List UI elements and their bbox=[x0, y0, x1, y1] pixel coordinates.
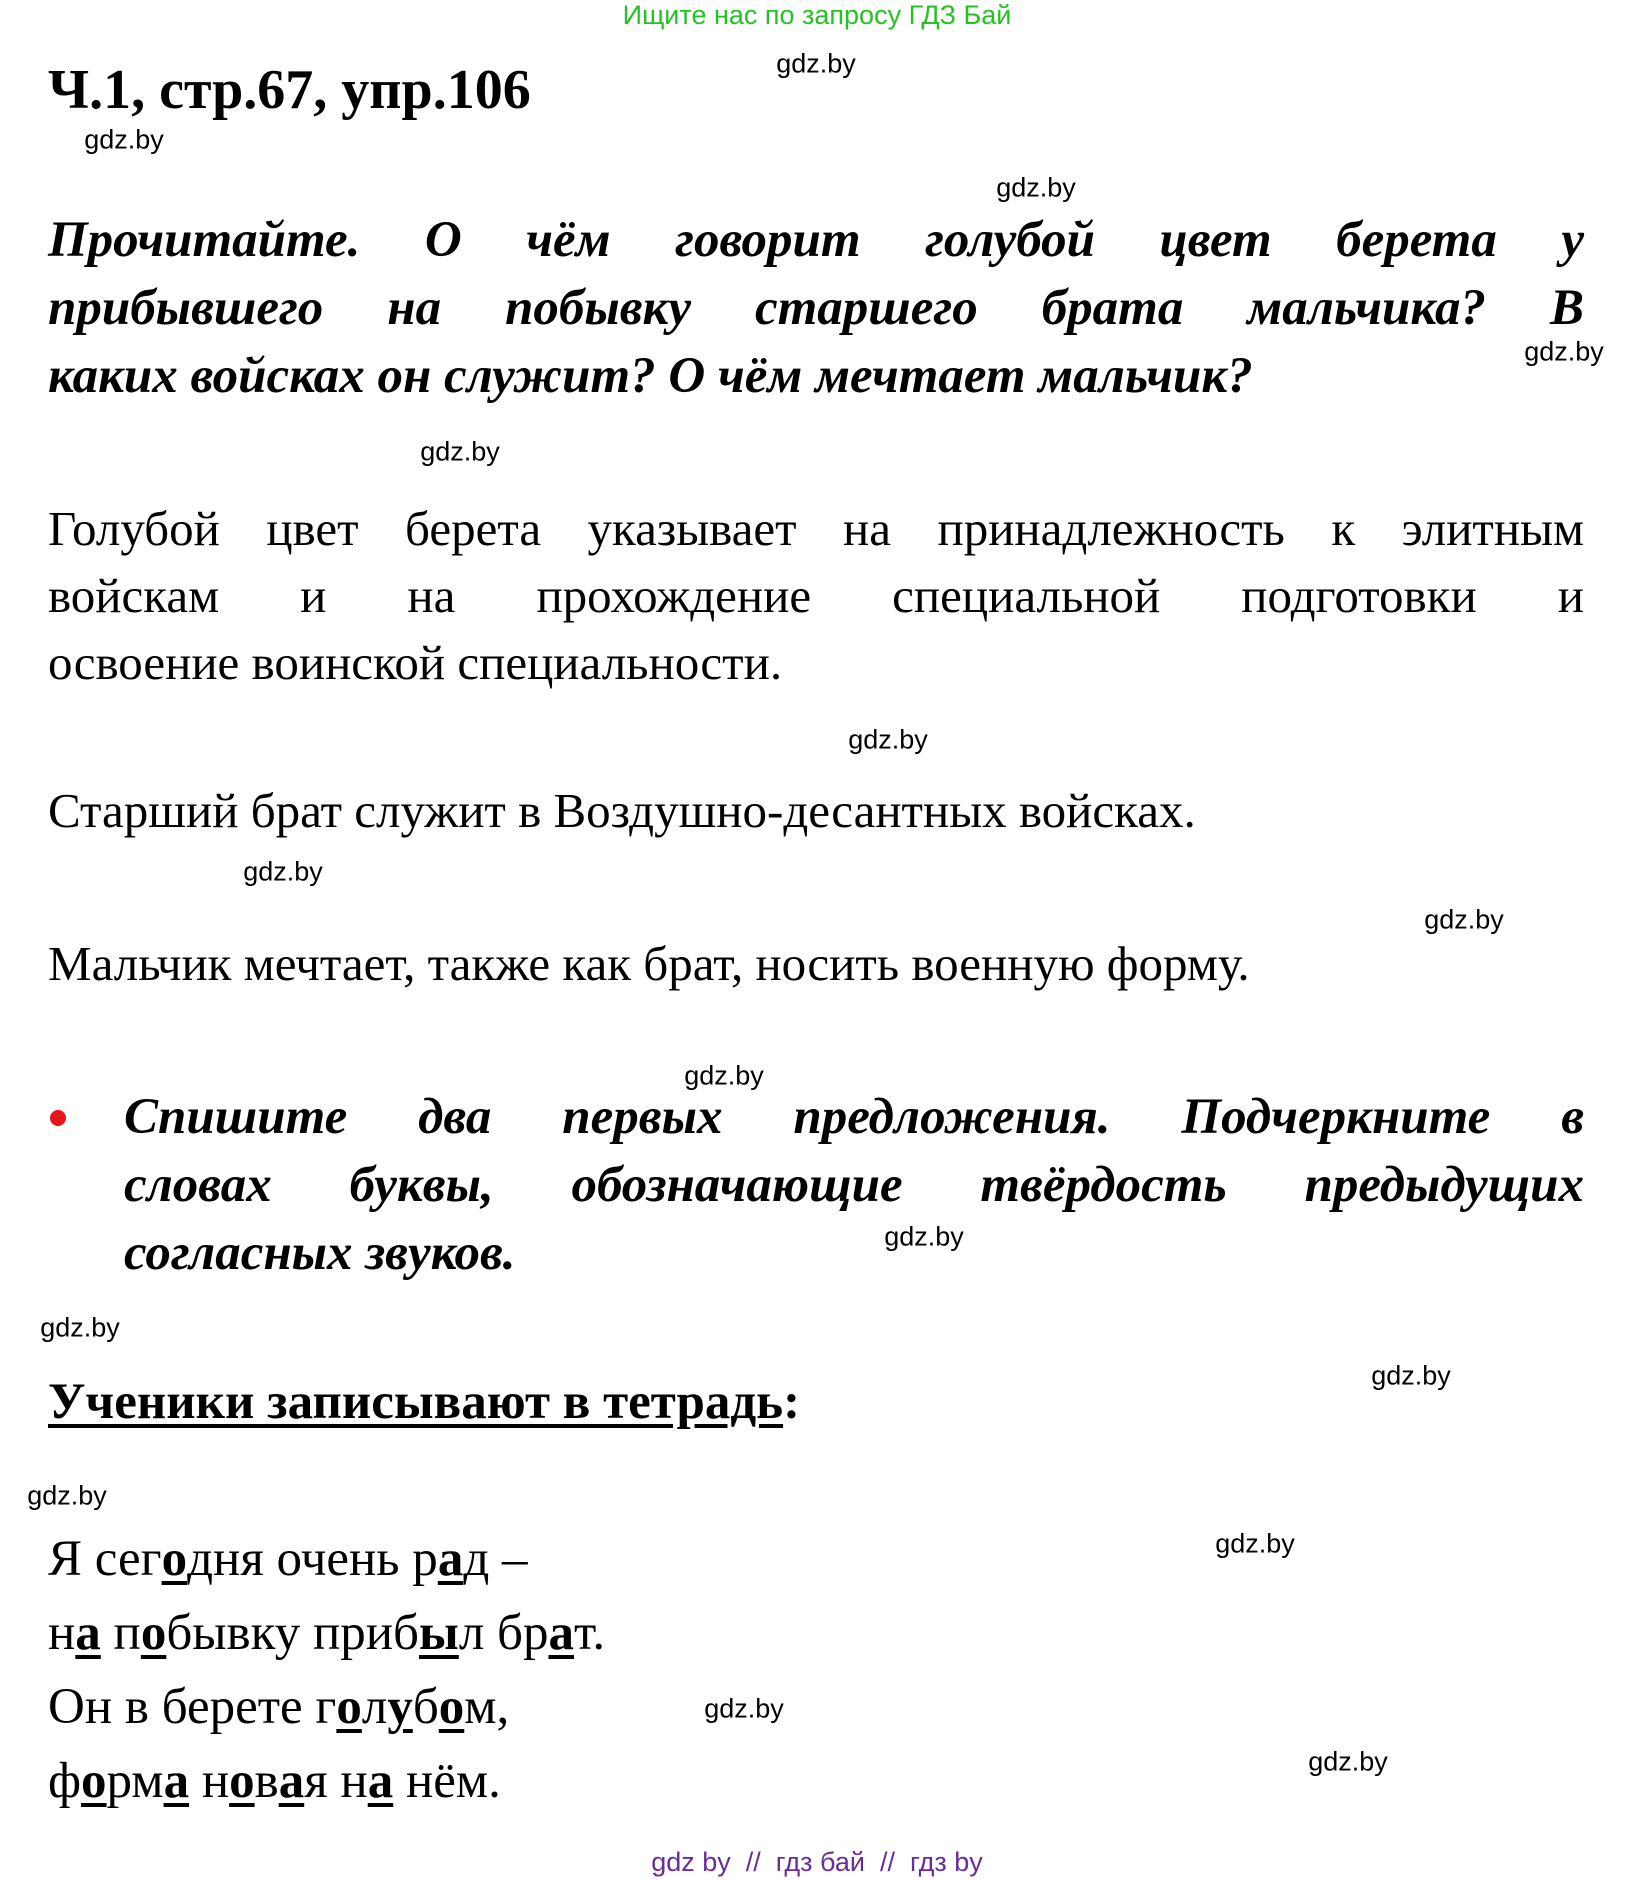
poem-text: я н bbox=[304, 1753, 368, 1809]
underlined-letter: о bbox=[438, 1679, 465, 1735]
poem-text: п bbox=[100, 1605, 141, 1661]
watermark: gdz.by bbox=[884, 1221, 964, 1252]
underlined-letter: а bbox=[278, 1753, 305, 1809]
poem-line bbox=[48, 1596, 605, 1670]
underlined-letter: а bbox=[367, 1753, 394, 1809]
watermark: gdz.by bbox=[1215, 1528, 1295, 1559]
task-line: словах буквы, обозначающие твёрдость предыдущих bbox=[124, 1157, 1584, 1213]
watermark: gdz.by bbox=[684, 1060, 764, 1091]
poem-text: в bbox=[254, 1753, 279, 1809]
underlined-letter: ы bbox=[418, 1605, 459, 1661]
poem-text: рм bbox=[106, 1753, 164, 1809]
answer-2: Старший брат служит в Воздушно-десантных войсках. bbox=[48, 783, 1196, 838]
poem-line bbox=[48, 1670, 605, 1744]
search-hint-banner: Ищите нас по запросу ГДЗ Бай bbox=[622, 0, 1012, 30]
watermark: gdz.by bbox=[704, 1693, 784, 1724]
underlined-letter: о bbox=[81, 1753, 107, 1809]
question-line: каких войсках он служит? О чём мечтает мальчик? bbox=[48, 348, 1253, 404]
poem-text: бывку приб bbox=[166, 1605, 419, 1661]
task-line: Спишите два первых предложения. Подчеркните в bbox=[124, 1089, 1584, 1145]
poem-text: б bbox=[412, 1679, 439, 1735]
underlined-letter: о bbox=[140, 1605, 167, 1661]
section-heading bbox=[48, 1372, 800, 1432]
answer-1 bbox=[48, 495, 1584, 696]
watermark: gdz.by bbox=[243, 856, 323, 887]
poem-text: л bbox=[361, 1679, 388, 1735]
underlined-letter: а bbox=[163, 1753, 190, 1809]
watermark: gdz.by bbox=[776, 48, 856, 79]
poem-text: м, bbox=[464, 1679, 510, 1735]
bullet-icon bbox=[50, 1110, 66, 1126]
underlined-letter: а bbox=[548, 1605, 574, 1661]
heading-colon: : bbox=[783, 1374, 801, 1430]
question-text bbox=[48, 206, 1584, 410]
watermark: gdz.by bbox=[1424, 904, 1504, 935]
poem-text: нём. bbox=[393, 1753, 501, 1809]
underlined-letter: о bbox=[229, 1753, 255, 1809]
watermark: gdz.by bbox=[420, 436, 500, 467]
poem-text: Он в берете г bbox=[48, 1679, 337, 1735]
watermark: gdz.by bbox=[27, 1480, 107, 1511]
answer-line: войскам и на прохождение специальной подготовки и bbox=[48, 568, 1584, 623]
watermark: gdz.by bbox=[1371, 1360, 1451, 1391]
task-line: согласных звуков. bbox=[124, 1225, 516, 1281]
underlined-letter: о bbox=[161, 1531, 188, 1587]
page-title: Ч.1, стр.67, упр.106 bbox=[48, 59, 531, 121]
poem-text: ф bbox=[48, 1753, 82, 1809]
watermark: gdz.by bbox=[996, 172, 1076, 203]
poem-line bbox=[48, 1744, 605, 1818]
poem-text: н bbox=[48, 1605, 76, 1661]
answer-3: Мальчик мечтает, также как брат, носить военную форму. bbox=[48, 936, 1250, 991]
footer-links: gdz by // гдз бай // гдз by bbox=[651, 1847, 983, 1877]
question-line: прибывшего на побывку старшего брата мальчика? В bbox=[48, 280, 1584, 336]
poem-text: Я сег bbox=[48, 1531, 162, 1587]
task-text bbox=[124, 1083, 1584, 1287]
underlined-letter: у bbox=[387, 1679, 413, 1735]
poem-text: дня очень р bbox=[187, 1531, 438, 1587]
poem-line bbox=[48, 1522, 605, 1596]
answer-line: освоение воинской специальности. bbox=[48, 635, 783, 690]
underlined-letter: а bbox=[75, 1605, 101, 1661]
watermark: gdz.by bbox=[848, 724, 928, 755]
answer-line: Голубой цвет берета указывает на принадлежность к элитным bbox=[48, 501, 1584, 556]
question-line: Прочитайте. О чём говорит голубой цвет берета у bbox=[48, 212, 1584, 268]
poem-text: н bbox=[189, 1753, 230, 1809]
watermark: gdz.by bbox=[84, 124, 164, 155]
poem bbox=[48, 1522, 605, 1818]
watermark: gdz.by bbox=[1308, 1746, 1388, 1777]
watermark: gdz.by bbox=[1524, 336, 1604, 367]
poem-text: т. bbox=[573, 1605, 606, 1661]
watermark: gdz.by bbox=[40, 1312, 120, 1343]
poem-text: д – bbox=[463, 1531, 528, 1587]
poem-text: л бр bbox=[458, 1605, 549, 1661]
underlined-letter: а bbox=[437, 1531, 464, 1587]
underlined-letter: о bbox=[336, 1679, 362, 1735]
heading-text: Ученики записывают в тетрадь bbox=[48, 1374, 784, 1430]
